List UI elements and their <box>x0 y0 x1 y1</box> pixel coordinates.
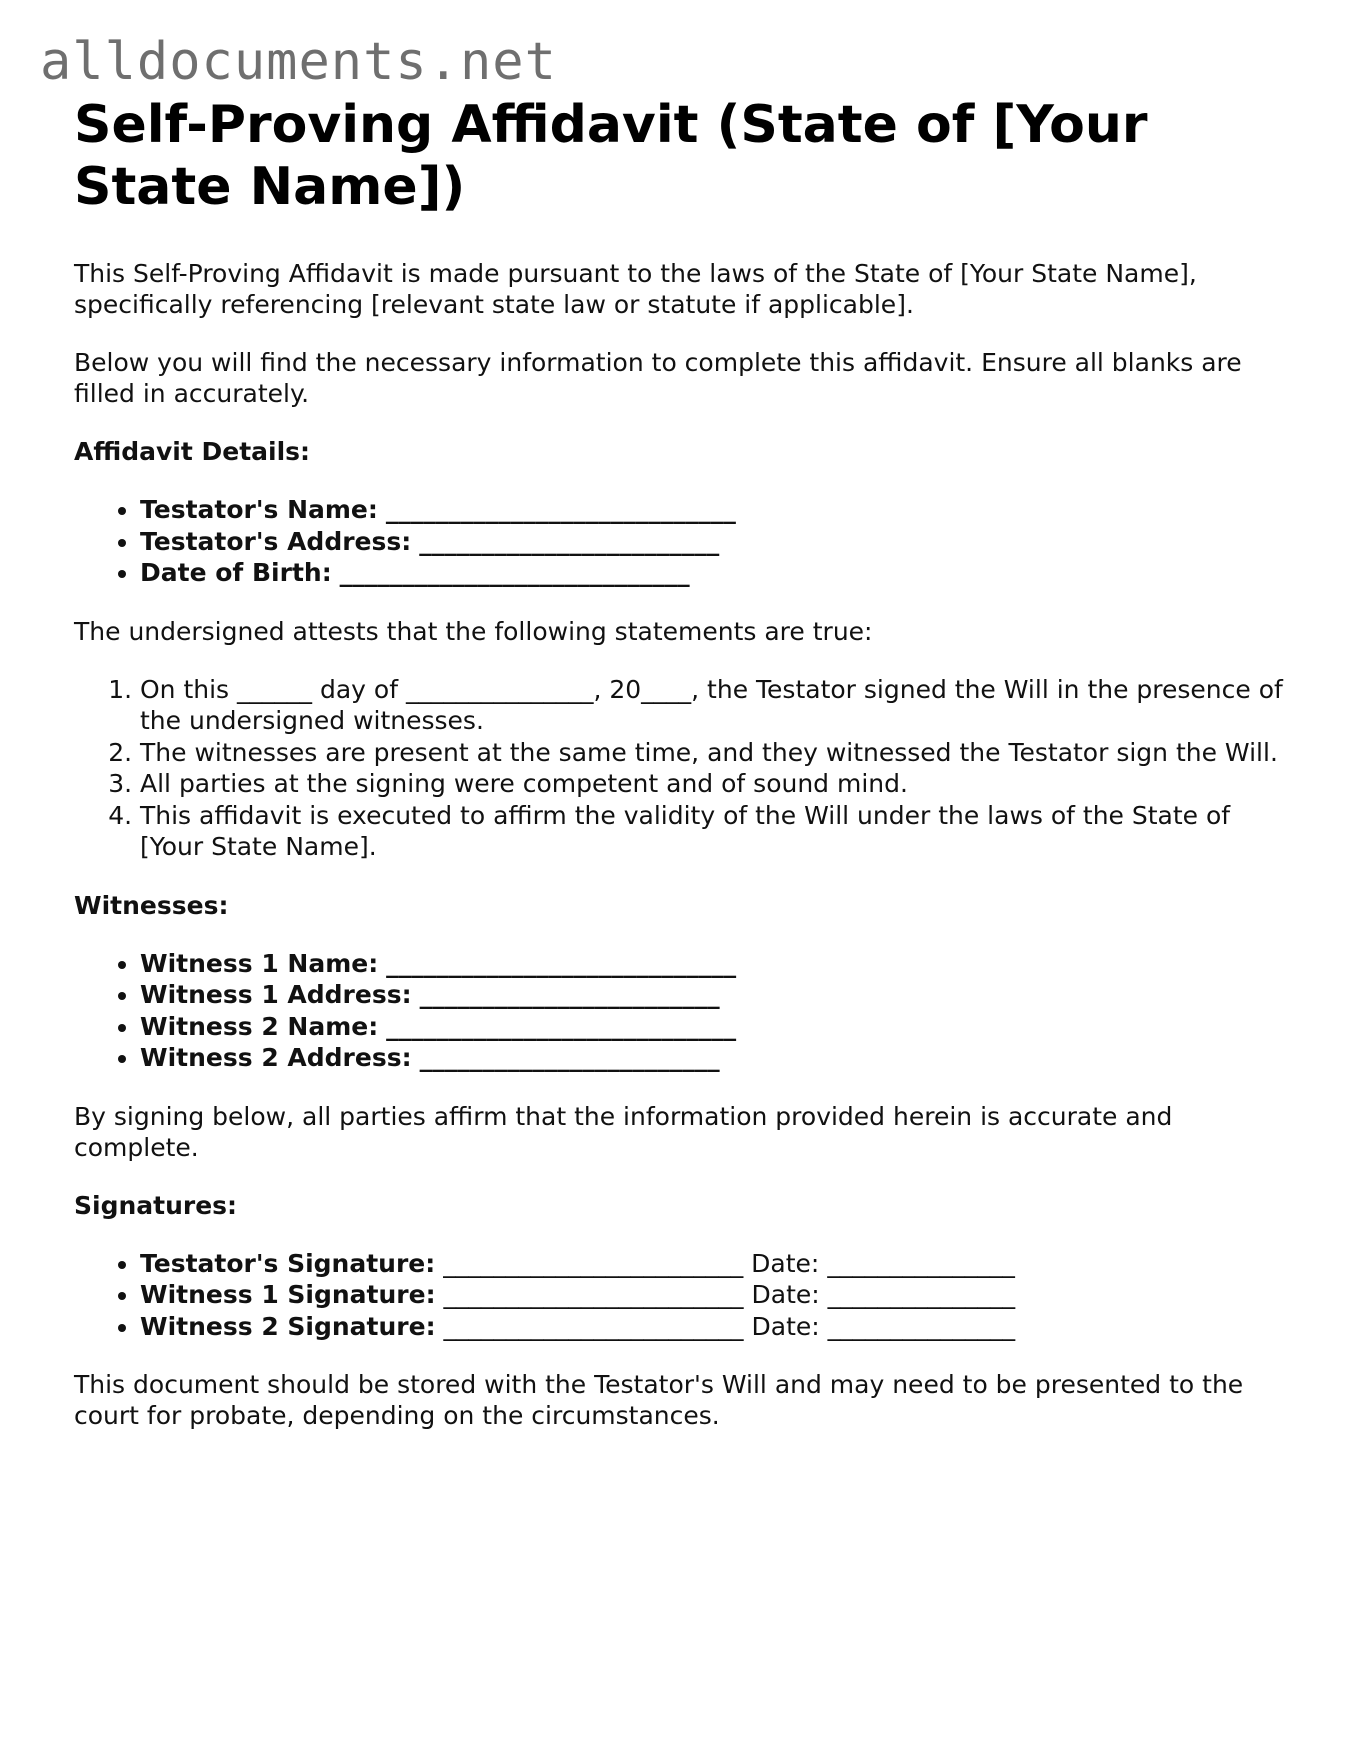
closing-paragraph: This document should be stored with the Testator's Will and may need to be presented to the court for probate, depending on the circumstances. <box>74 1370 1244 1430</box>
date-blank: _______________ <box>827 1311 1016 1341</box>
testator-address-blank: ________________________ <box>419 526 720 556</box>
statement-item: 4. This affidavit is executed to affirm the validity of the Will under the laws of the State of [Your State Name]. <box>140 800 1294 863</box>
field-label: Witness 2 Signature: <box>140 1311 436 1341</box>
field-label: Testator's Address: <box>140 526 412 556</box>
witnesses-list <box>74 948 1294 1074</box>
field-label: Testator's Name: <box>140 495 378 524</box>
affidavit-details-list <box>74 494 1294 589</box>
attest-paragraph: The undersigned attests that the following statements are true: <box>74 616 873 646</box>
field-label: Witness 1 Signature: <box>140 1280 436 1309</box>
affirm-paragraph: By signing below, all parties affirm that the information provided herein is accurate and complete. <box>74 1101 1173 1162</box>
list-item <box>140 526 1294 558</box>
witness-2-address-blank: ________________________ <box>419 1043 720 1072</box>
field-label: Witness 2 Address: <box>140 1043 412 1072</box>
witness-2-signature-blank: ________________________ <box>443 1311 744 1341</box>
field-label: Witness 1 Name: <box>140 948 379 978</box>
witness-1-signature-blank: ________________________ <box>443 1280 744 1309</box>
list-item <box>140 1311 1294 1343</box>
list-item <box>140 1042 1294 1074</box>
witness-1-address-blank: ________________________ <box>419 980 720 1009</box>
list-item <box>140 1011 1294 1043</box>
signatures-heading: Signatures: <box>74 1190 238 1220</box>
date-label: Date: <box>751 1311 820 1341</box>
list-item <box>140 948 1294 980</box>
date-blank: _______________ <box>827 1280 1016 1309</box>
list-item <box>140 1248 1294 1280</box>
field-label: Testator's Signature: <box>140 1248 436 1278</box>
affidavit-details-heading: Affidavit Details: <box>74 437 311 466</box>
field-label: Witness 2 Name: <box>140 1011 379 1041</box>
testator-signature-blank: ________________________ <box>443 1248 744 1278</box>
date-blank: _______________ <box>827 1248 1015 1278</box>
document-page <box>74 94 1294 1458</box>
statement-item: 1. On this ______ day of _______________, 20____, the Testator signed the Will in the presence of the undersigned witnesses. <box>140 674 1294 737</box>
date-label: Date: <box>751 1248 820 1278</box>
list-item <box>140 494 1294 526</box>
witness-1-name-blank: ____________________________ <box>386 948 737 978</box>
statement-item: 2. The witnesses are present at the same time, and they witnessed the Testator sign the Will. <box>140 737 1294 769</box>
field-label: Witness 1 Address: <box>140 980 412 1009</box>
statements-list <box>74 674 1294 863</box>
date-of-birth-blank: ____________________________ <box>339 558 690 587</box>
page-title: Self-Proving Affidavit (State of [Your State Name]) <box>74 95 1148 217</box>
list-item <box>140 557 1294 589</box>
date-label: Date: <box>751 1280 820 1309</box>
field-label: Date of Birth: <box>140 558 332 587</box>
watermark: alldocuments.net <box>40 32 557 92</box>
signatures-list <box>74 1248 1294 1343</box>
witness-2-name-blank: ____________________________ <box>386 1011 737 1041</box>
list-item <box>140 979 1294 1011</box>
intro-paragraph-2: Below you will find the necessary information to complete this affidavit. Ensure all blanks are filled in accurately. <box>74 348 1242 408</box>
statement-item: 3. All parties at the signing were competent and of sound mind. <box>140 768 1294 800</box>
testator-name-blank: ____________________________ <box>385 495 736 524</box>
intro-paragraph-1: This Self-Proving Affidavit is made pursuant to the laws of the State of [Your State Name], specifically referencing [relevant state law or statute if applicable]. <box>74 259 1197 319</box>
witnesses-heading: Witnesses: <box>74 890 229 920</box>
list-item <box>140 1279 1294 1311</box>
